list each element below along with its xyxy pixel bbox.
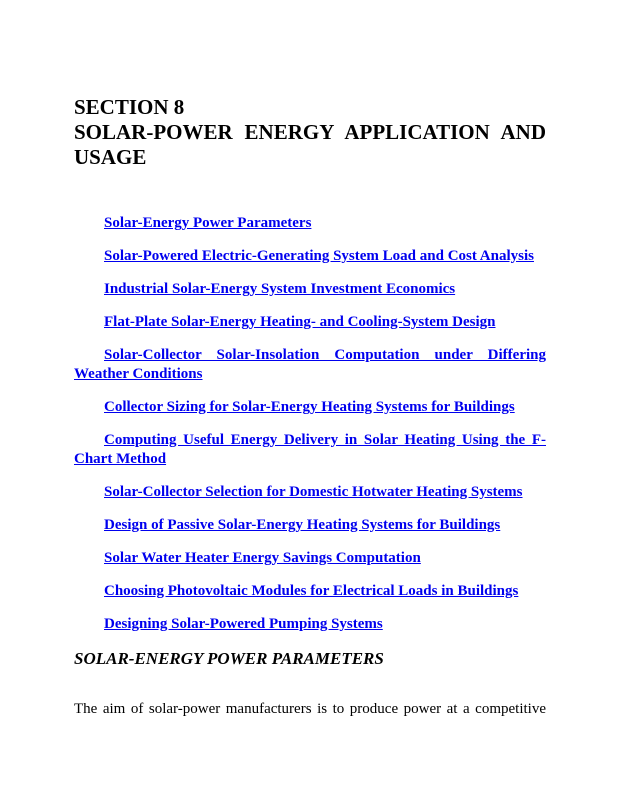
toc-link-collector-sizing[interactable]: Collector Sizing for Solar-Energy Heating Systems for Buildings: [104, 399, 515, 415]
toc-link-solar-insolation-computation[interactable]: Solar-Collector Solar-Insolation Computation under Differing Weather Conditions: [74, 347, 546, 382]
body-paragraph: The aim of solar-power manufacturers is to produce power at a competitive: [74, 701, 546, 717]
toc-link-water-heater-savings[interactable]: Solar Water Heater Energy Savings Computation: [104, 550, 421, 566]
document-page: [74, 95, 546, 719]
toc-link-f-chart-method[interactable]: Computing Useful Energy Delivery in Solar Heating Using the F-Chart Method: [74, 432, 546, 467]
subsection-heading: SOLAR-ENERGY POWER PARAMETERS: [74, 649, 384, 668]
toc-link-investment-economics[interactable]: Industrial Solar-Energy System Investment Economics: [104, 281, 456, 297]
toc-link-collector-selection[interactable]: Solar-Collector Selection for Domestic Hotwater Heating Systems: [104, 484, 523, 500]
toc-link-solar-energy-power-parameters[interactable]: Solar-Energy Power Parameters: [104, 215, 312, 231]
toc-link-load-and-cost-analysis[interactable]: Solar-Powered Electric-Generating System Load and Cost Analysis: [104, 248, 534, 264]
section-label: SECTION 8: [74, 95, 185, 119]
section-title: SOLAR-POWER ENERGY APPLICATION AND USAGE: [74, 120, 546, 169]
table-of-contents: [74, 214, 546, 634]
toc-link-photovoltaic-modules[interactable]: Choosing Photovoltaic Modules for Electrical Loads in Buildings: [104, 583, 519, 599]
toc-link-passive-heating-design[interactable]: Design of Passive Solar-Energy Heating Systems for Buildings: [104, 517, 501, 533]
toc-link-solar-pumping-systems[interactable]: Designing Solar-Powered Pumping Systems: [104, 616, 383, 632]
toc-link-flat-plate-system-design[interactable]: Flat-Plate Solar-Energy Heating- and Cooling-System Design: [104, 314, 496, 330]
